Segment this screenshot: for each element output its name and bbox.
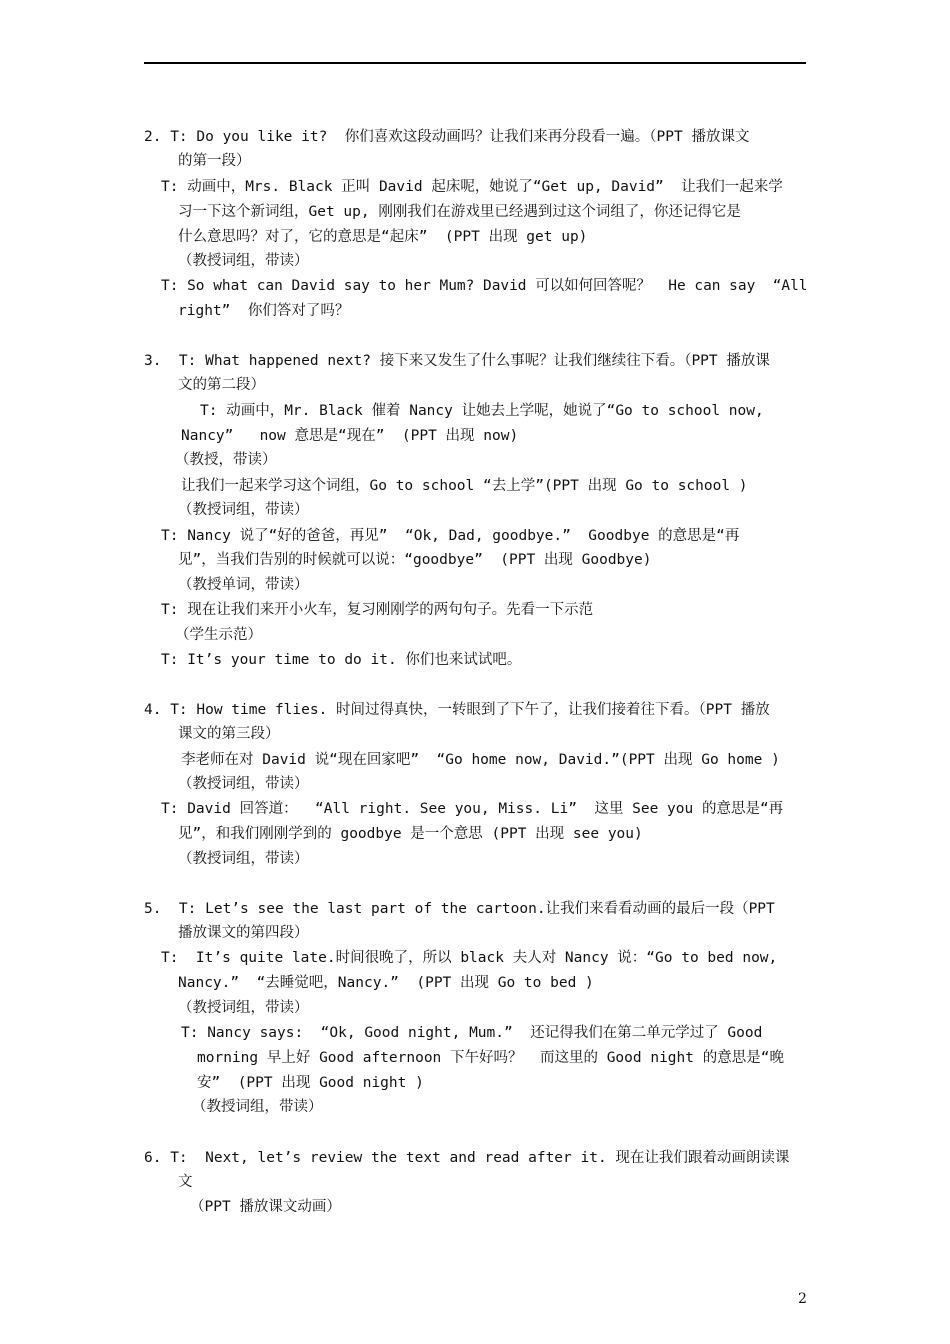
text-line: 6. T: Next, let’s review the text and read after it. 现在让我们跟着动画朗读课 [144, 1150, 790, 1166]
text-line: 习一下这个新词组，Get up, 刚刚我们在游戏里已经遇到过这个词组了，你还记得它是 [178, 204, 741, 220]
text-line: 什么意思吗？对了，它的意思是“起床” (PPT 出现 get up) [178, 229, 588, 245]
text-line: 的第一段） [178, 153, 251, 169]
text-line: 见”，和我们刚刚学到的 goodbye 是一个意思 (PPT 出现 see you) [178, 826, 643, 842]
page-number: 2 [798, 1291, 807, 1307]
text-line: （教授单词，带读） [178, 577, 309, 593]
text-line: 4. T: How time flies. 时间过得真快，一转眼到了下午了，让我们接着往下看。（PPT 播放 [144, 702, 770, 718]
text-line: morning 早上好 Good afternoon 下午好吗？ 而这里的 Good night 的意思是“晚 [197, 1050, 784, 1066]
text-line: T: 动画中，Mrs. Black 正叫 David 起床呢，她说了“Get up, David” 让我们一起来学 [161, 179, 783, 195]
text-line: 课文的第三段） [178, 726, 280, 742]
text-line: 播放课文的第四段） [178, 925, 309, 941]
text-line: 3. T: What happened next? 接下来又发生了什么事呢？让我们继续往下看。（PPT 播放课 [144, 353, 770, 369]
text-line: 见”，当我们告别的时候就可以说：“goodbye” (PPT 出现 Goodbye) [178, 552, 652, 568]
text-line: （学生示范） [175, 627, 262, 643]
text-line: Nancy.” “去睡觉吧，Nancy.” (PPT 出现 Go to bed ) [178, 975, 594, 991]
text-line: T: It’s your time to do it. 你们也来试试吧。 [161, 652, 522, 668]
text-line: 2. T: Do you like it? 你们喜欢这段动画吗？让我们来再分段看一遍。（PPT 播放课文 [144, 129, 750, 145]
text-line: （教授词组，带读） [178, 1000, 309, 1016]
text-line: T: 动画中，Mr. Black 催着 Nancy 让她去上学呢，她说了“Go to school now, [200, 403, 764, 419]
text-line: right” 你们答对了吗？ [178, 303, 350, 319]
text-line: （教授词组，带读） [178, 851, 309, 867]
text-line: 让我们一起来学习这个词组，Go to school “去上学”(PPT 出现 Go to school ) [181, 478, 748, 494]
text-line: T: Nancy 说了“好的爸爸，再见” “Ok, Dad, goodbye.” Goodbye 的意思是“再 [161, 528, 740, 544]
text-line: 5. T: Let’s see the last part of the cartoon.让我们来看看动画的最后一段（PPT [144, 901, 775, 917]
text-line: T: Nancy says: “Ok, Good night, Mum.” 还记得我们在第二单元学过了 Good [181, 1025, 763, 1041]
text-line: Nancy” now 意思是“现在” (PPT 出现 now) [181, 428, 519, 444]
text-line: 文 [178, 1174, 193, 1190]
text-line: T: So what can David say to her Mum? David 可以如何回答呢？ He can say “All [161, 278, 808, 294]
text-line: （PPT 播放课文动画） [190, 1199, 341, 1215]
header-rule [144, 62, 806, 64]
text-line: 李老师在对 David 说“现在回家吧” “Go home now, David.”(PPT 出现 Go home ) [181, 752, 780, 768]
text-line: 安” (PPT 出现 Good night ) [197, 1075, 424, 1091]
text-line: （教授词组，带读） [178, 502, 309, 518]
text-line: （教授词组，带读） [178, 776, 309, 792]
text-line: T: It’s quite late.时间很晚了，所以 black 夫人对 Nancy 说：“Go to bed now, [161, 950, 778, 966]
text-line: T: 现在让我们来开小火车，复习刚刚学的两句句子。先看一下示范 [161, 602, 594, 618]
text-line: T: David 回答道： “All right. See you, Miss. Li” 这里 See you 的意思是“再 [161, 801, 784, 817]
text-line: （教授词组，带读） [178, 253, 309, 269]
text-line: 文的第二段） [178, 377, 265, 393]
text-line: （教授词组，带读） [192, 1099, 323, 1115]
text-line: （教授，带读） [175, 452, 277, 468]
